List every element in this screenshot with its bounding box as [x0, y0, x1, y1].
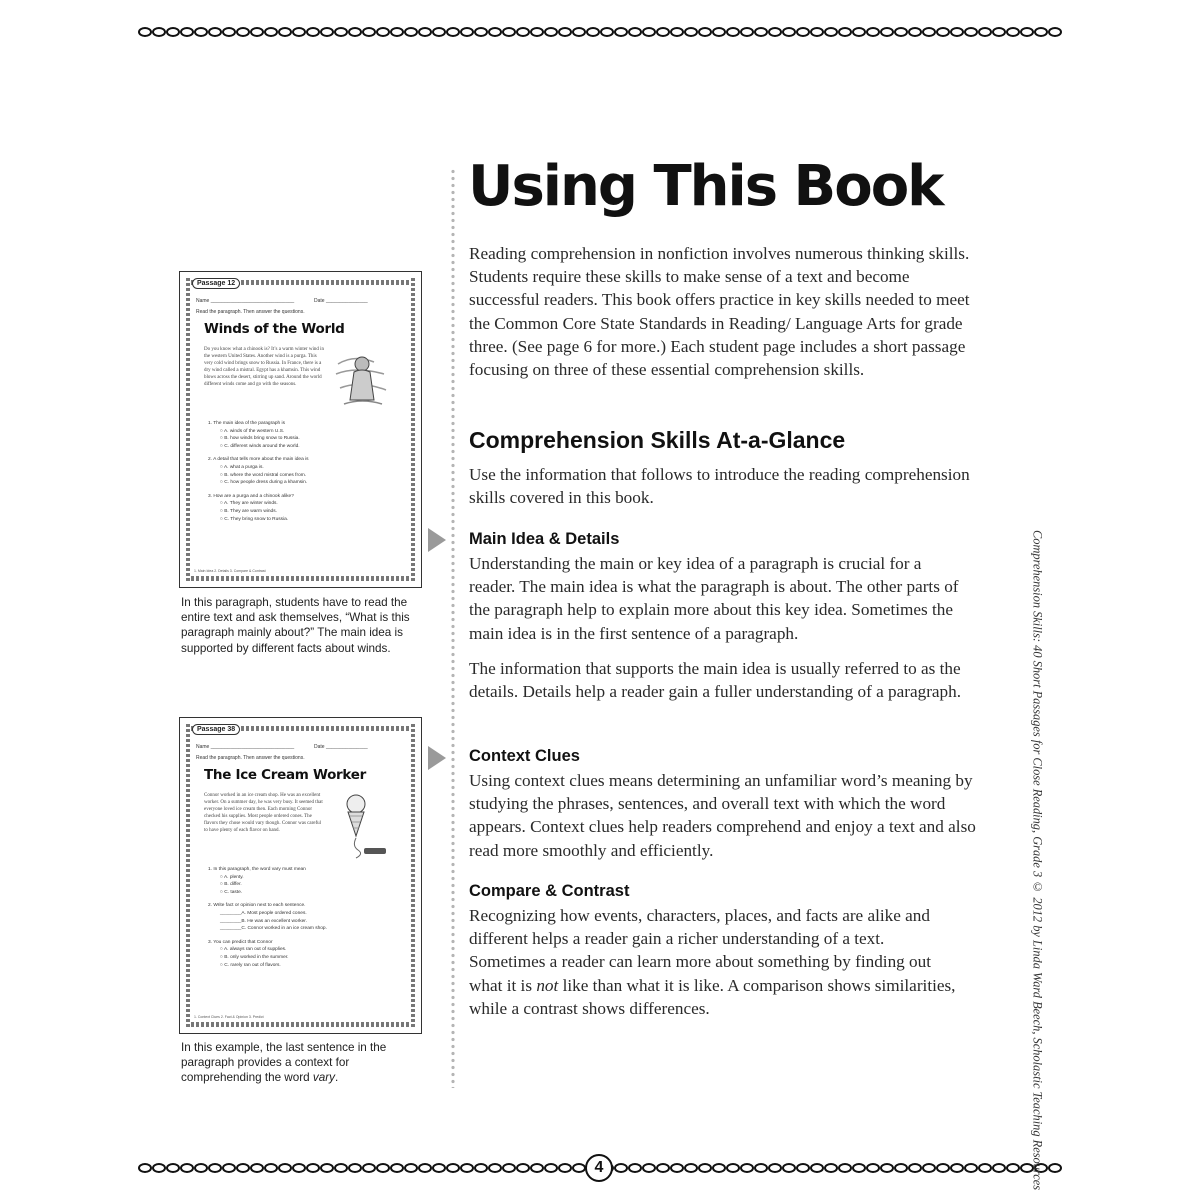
worksheet-title: The Ice Cream Worker [204, 767, 366, 783]
worksheet-questions: 1. The main idea of the paragraph is ○ A. winds of the western U.S. ○ B. how winds bring snow to Russia. ○ C. different winds around the world. 2. A detail that tells more about the main idea is ○ A. what a purga is. ○ B. where the word mistral comes from. ○ C. how people dress during a khamsin. 3. How are a purga and a chinook alike? ○ A. They are winter winds. ○ B. They are warm winds. ○ C. They bring snow to Russia. [208, 421, 309, 522]
worksheet-passage: Do you know what a chinook is? It’s a warm winter wind in the western United States. Another wind is a purga. This very cold wind brings snow to Russia. In France, there is a dry wind called a mistral. Egypt has a khamsin. This wind blows across the desert, stirring up sand. Around the world different winds come and go with the seasons. [204, 347, 324, 387]
date-label: Date _______________ [314, 744, 368, 750]
wind-illustration [334, 344, 390, 414]
page-number: 4 [585, 1154, 613, 1182]
worksheet-instructions: Read the paragraph. Then answer the questions. [196, 309, 305, 315]
worksheet-footer: 1. Main Idea 2. Details 3. Compare & Contrast [194, 569, 266, 573]
section-intro: Use the information that follows to introduce the reading comprehension skills covered in this book. [469, 465, 970, 508]
passage-label: Passage 38 [192, 724, 240, 735]
skill-heading-context-clues: Context Clues [469, 747, 580, 765]
skill-paragraph: The information that supports the main idea is usually referred to as the details. Details help a reader gain a fuller understanding of a paragraph. [469, 659, 962, 702]
top-border-ornament [138, 26, 1062, 38]
worksheet-thumbnail [179, 717, 422, 1034]
skill-paragraph: Using context clues means determining an unfamiliar word’s meaning by studying the phrases, sentences, and overall text with which the word appears. Context clues help readers comprehend and enjoy a text and also read more smoothly and efficiently. [469, 771, 976, 860]
worksheet-questions: 1. In this paragraph, the word vary must mean ○ A. plenty. ○ B. differ. ○ C. taste. 2. Write fact or opinion next to each sentence. ________A. Most people ordered cones. ________B. He was an excellent worker. ________C. Connor worked in an ice cream shop. 3. You can predict that Connor ○ A. always ran out of supplies. ○ B. only worked in the summer. ○ C. rarely ran out of flavors. [208, 867, 327, 968]
dotted-column-divider [451, 168, 455, 1088]
worksheet-passage: Connor worked in an ice cream shop. He was an excellent worker. On a summer day, he was very busy. It seemed that everyone loved ice cream then. Each morning Connor checked his supplies. Most people ordered cones. The flavors they chose would vary though. Connor was careful to have plenty of each flavor on hand. [204, 793, 323, 833]
example-caption: In this paragraph, students have to read the entire text and ask themselves, “What is this paragraph mainly about?” The main idea is supported by different facts about winds. [181, 596, 410, 655]
section-heading: Comprehension Skills At-a-Glance [469, 427, 846, 453]
pointer-arrow-icon [428, 746, 446, 770]
date-label: Date _______________ [314, 298, 368, 304]
skill-heading-compare-contrast: Compare & Contrast [469, 882, 630, 900]
skill-heading-main-idea: Main Idea & Details [469, 530, 620, 548]
page-title: Using This Book [468, 154, 943, 219]
name-label: Name ______________________________ [196, 744, 295, 750]
worksheet-thumbnail [179, 271, 422, 588]
skill-paragraph: Understanding the main or key idea of a paragraph is crucial for a reader. The main idea is what the paragraph is about. The other parts of the paragraph help to explain more about this key idea. Sometimes the main idea is in the first sentence of a paragraph. [469, 554, 959, 643]
ice-cream-cone-illustration [334, 790, 390, 860]
vertical-copyright-credit: Comprehension Skills: 40 Short Passages for Close Reading, Grade 3 © 2012 by Linda Ward Beech, Scholastic Teaching Resources [1030, 530, 1045, 1191]
worksheet-title: Winds of the World [204, 321, 345, 337]
intro-paragraph: Reading comprehension in nonfiction involves numerous thinking skills. Students require these skills to make sense of a text and become successful readers. This book offers practice in key skills needed to meet the Common Core State Standards in Reading/ Language Arts for grade three. (See page 6 for more.) Each student page includes a short passage focusing on three of these essential comprehension skills. [469, 244, 970, 380]
example-caption: In this example, the last sentence in the paragraph provides a context for comprehending the word vary. [181, 1041, 387, 1085]
worksheet-footer: 1. Context Clues 2. Fact & Opinion 3. Predict [194, 1015, 264, 1019]
name-label: Name ______________________________ [196, 298, 295, 304]
pointer-arrow-icon [428, 528, 446, 552]
skill-paragraph: Recognizing how events, characters, places, and facts are alike and different helps a reader gain a richer understanding of a text. Sometimes a reader can learn more about something by finding out what it is not like than what it is like. A comparison shows similarities, while a contrast shows differences. [469, 906, 956, 1018]
worksheet-instructions: Read the paragraph. Then answer the questions. [196, 755, 305, 761]
passage-label: Passage 12 [192, 278, 240, 289]
